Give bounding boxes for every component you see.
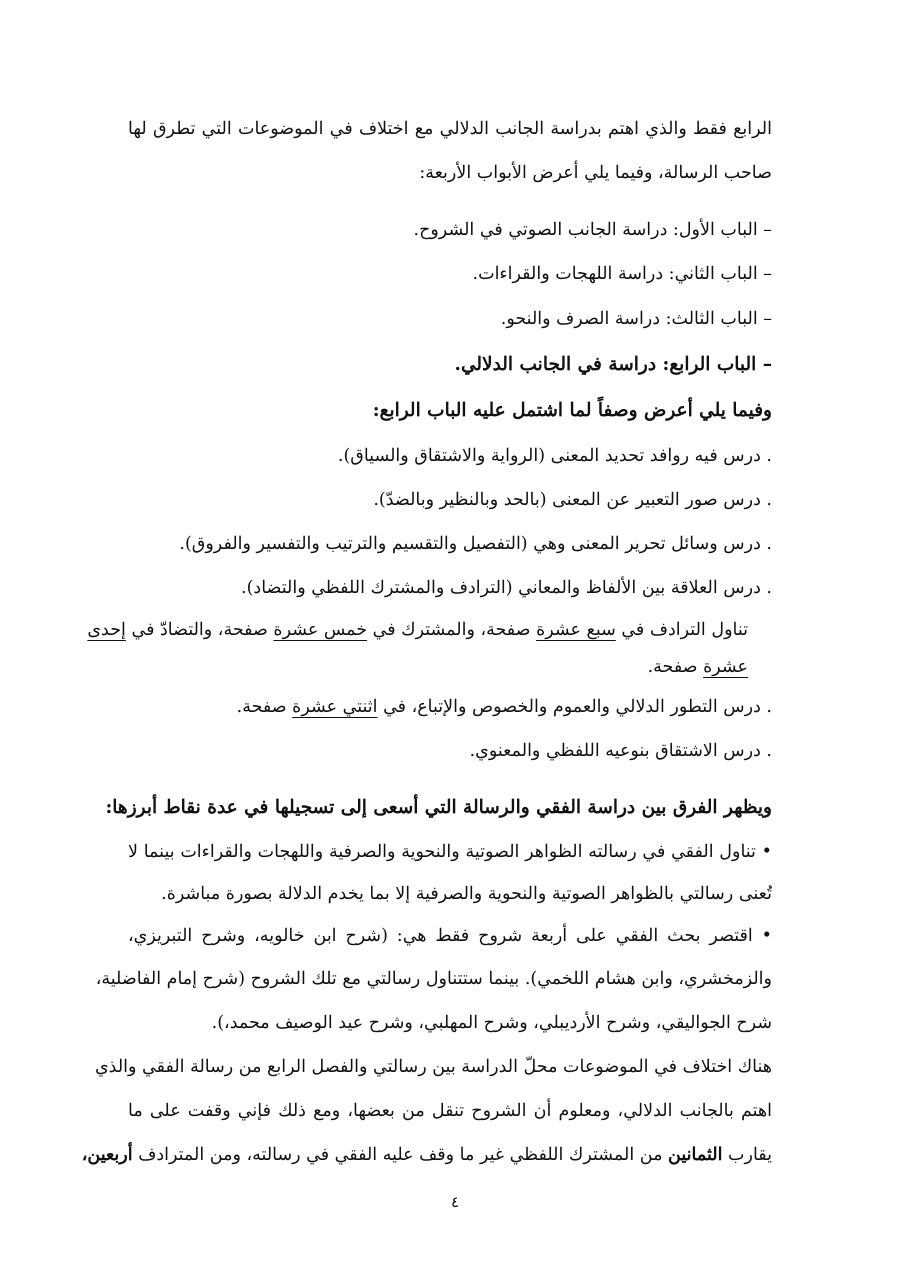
- chapter-item: – الباب الثالث: دراسة الصرف والنحو.: [500, 309, 772, 329]
- list-item: . درس التطور الدلالي والعموم والخصوص والإتباع، في اثنتي عشرة صفحة.: [236, 697, 772, 717]
- chapter-item: – الباب الثاني: دراسة اللهجات والقراءات.: [472, 264, 772, 284]
- page-number: ٤: [450, 1193, 460, 1211]
- list-item: . درس العلاقة بين الألفاظ والمعاني (الترادف والمشترك اللفظي والتضاد).: [241, 578, 772, 598]
- list-item: . درس وسائل تحرير المعنى وهي (التفصيل والتقسيم والترتيب والتفسير والفروق).: [179, 534, 772, 554]
- list-item: . درس فيه روافد تحديد المعنى (الرواية والاشتقاق والسياق).: [337, 446, 772, 466]
- list-item: . درس صور التعبير عن المعنى (بالحد وبالنظير وبالضدّ).: [373, 490, 772, 510]
- paragraph-line: تُعنى رسالتي بالظواهر الصوتية والنحوية والصرفية إلا بما يخدم الدلالة بصورة مباشرة.: [161, 884, 772, 904]
- section-heading: ويظهر الفرق بين دراسة الفقي والرسالة التي أسعى إلى تسجيلها في عدة نقاط أبرزها:: [105, 797, 772, 818]
- section-heading: وفيما يلي أعرض وصفاً لما اشتمل عليه الباب الرابع:: [372, 400, 772, 421]
- paragraph-line: هناك اختلاف في الموضوعات محلّ الدراسة بين رسالتي والفصل الرابع من رسالة الفقي والذي: [94, 1057, 772, 1077]
- paragraph-line: الرابع فقط والذي اهتم بدراسة الجانب الدلالي مع اختلاف في الموضوعات التي تطرق لها: [128, 119, 772, 139]
- paragraph-line: • اقتصر بحث الفقي على أربعة شروح فقط هي: (شرح ابن خالويه، وشرح التبريزي،: [128, 926, 772, 946]
- list-subtext: عشرة صفحة.: [647, 657, 748, 677]
- paragraph-line: شرح الجواليقي، وشرح الأرديبلي، وشرح المهلبي، وشرح عيد الوصيف محمد،).: [211, 1013, 772, 1033]
- paragraph-line: صاحب الرسالة، وفيما يلي أعرض الأبواب الأربعة:: [419, 163, 772, 183]
- paragraph-line: • تناول الفقي في رسالته الظواهر الصوتية والنحوية والصرفية واللهجات والقراءات بينما لا: [128, 842, 772, 862]
- paragraph-line: يقارب الثمانين من المشترك اللفظي غير ما وقف عليه الفقي في رسالته، ومن المترادف أربعين،: [81, 1145, 772, 1165]
- list-subtext: تناول الترادف في سبع عشرة صفحة، والمشترك في خمس عشرة صفحة، والتضادّ في إحدى: [87, 620, 748, 640]
- list-item: . درس الاشتقاق بنوعيه اللفظي والمعنوي.: [469, 741, 772, 761]
- paragraph-line: اهتم بالجانب الدلالي، ومعلوم أن الشروح تنقل من بعضها، ومع ذلك فإني وقفت على ما: [128, 1101, 772, 1121]
- chapter-item: – الباب الأول: دراسة الجانب الصوتي في الشروح.: [413, 220, 772, 240]
- paragraph-line: والزمخشري، وابن هشام اللخمي). بينما ستتناول رسالتي مع تلك الشروح (شرح إمام الفاضلية،: [95, 969, 772, 989]
- chapter-item-bold: – الباب الرابع: دراسة في الجانب الدلالي.: [454, 354, 772, 375]
